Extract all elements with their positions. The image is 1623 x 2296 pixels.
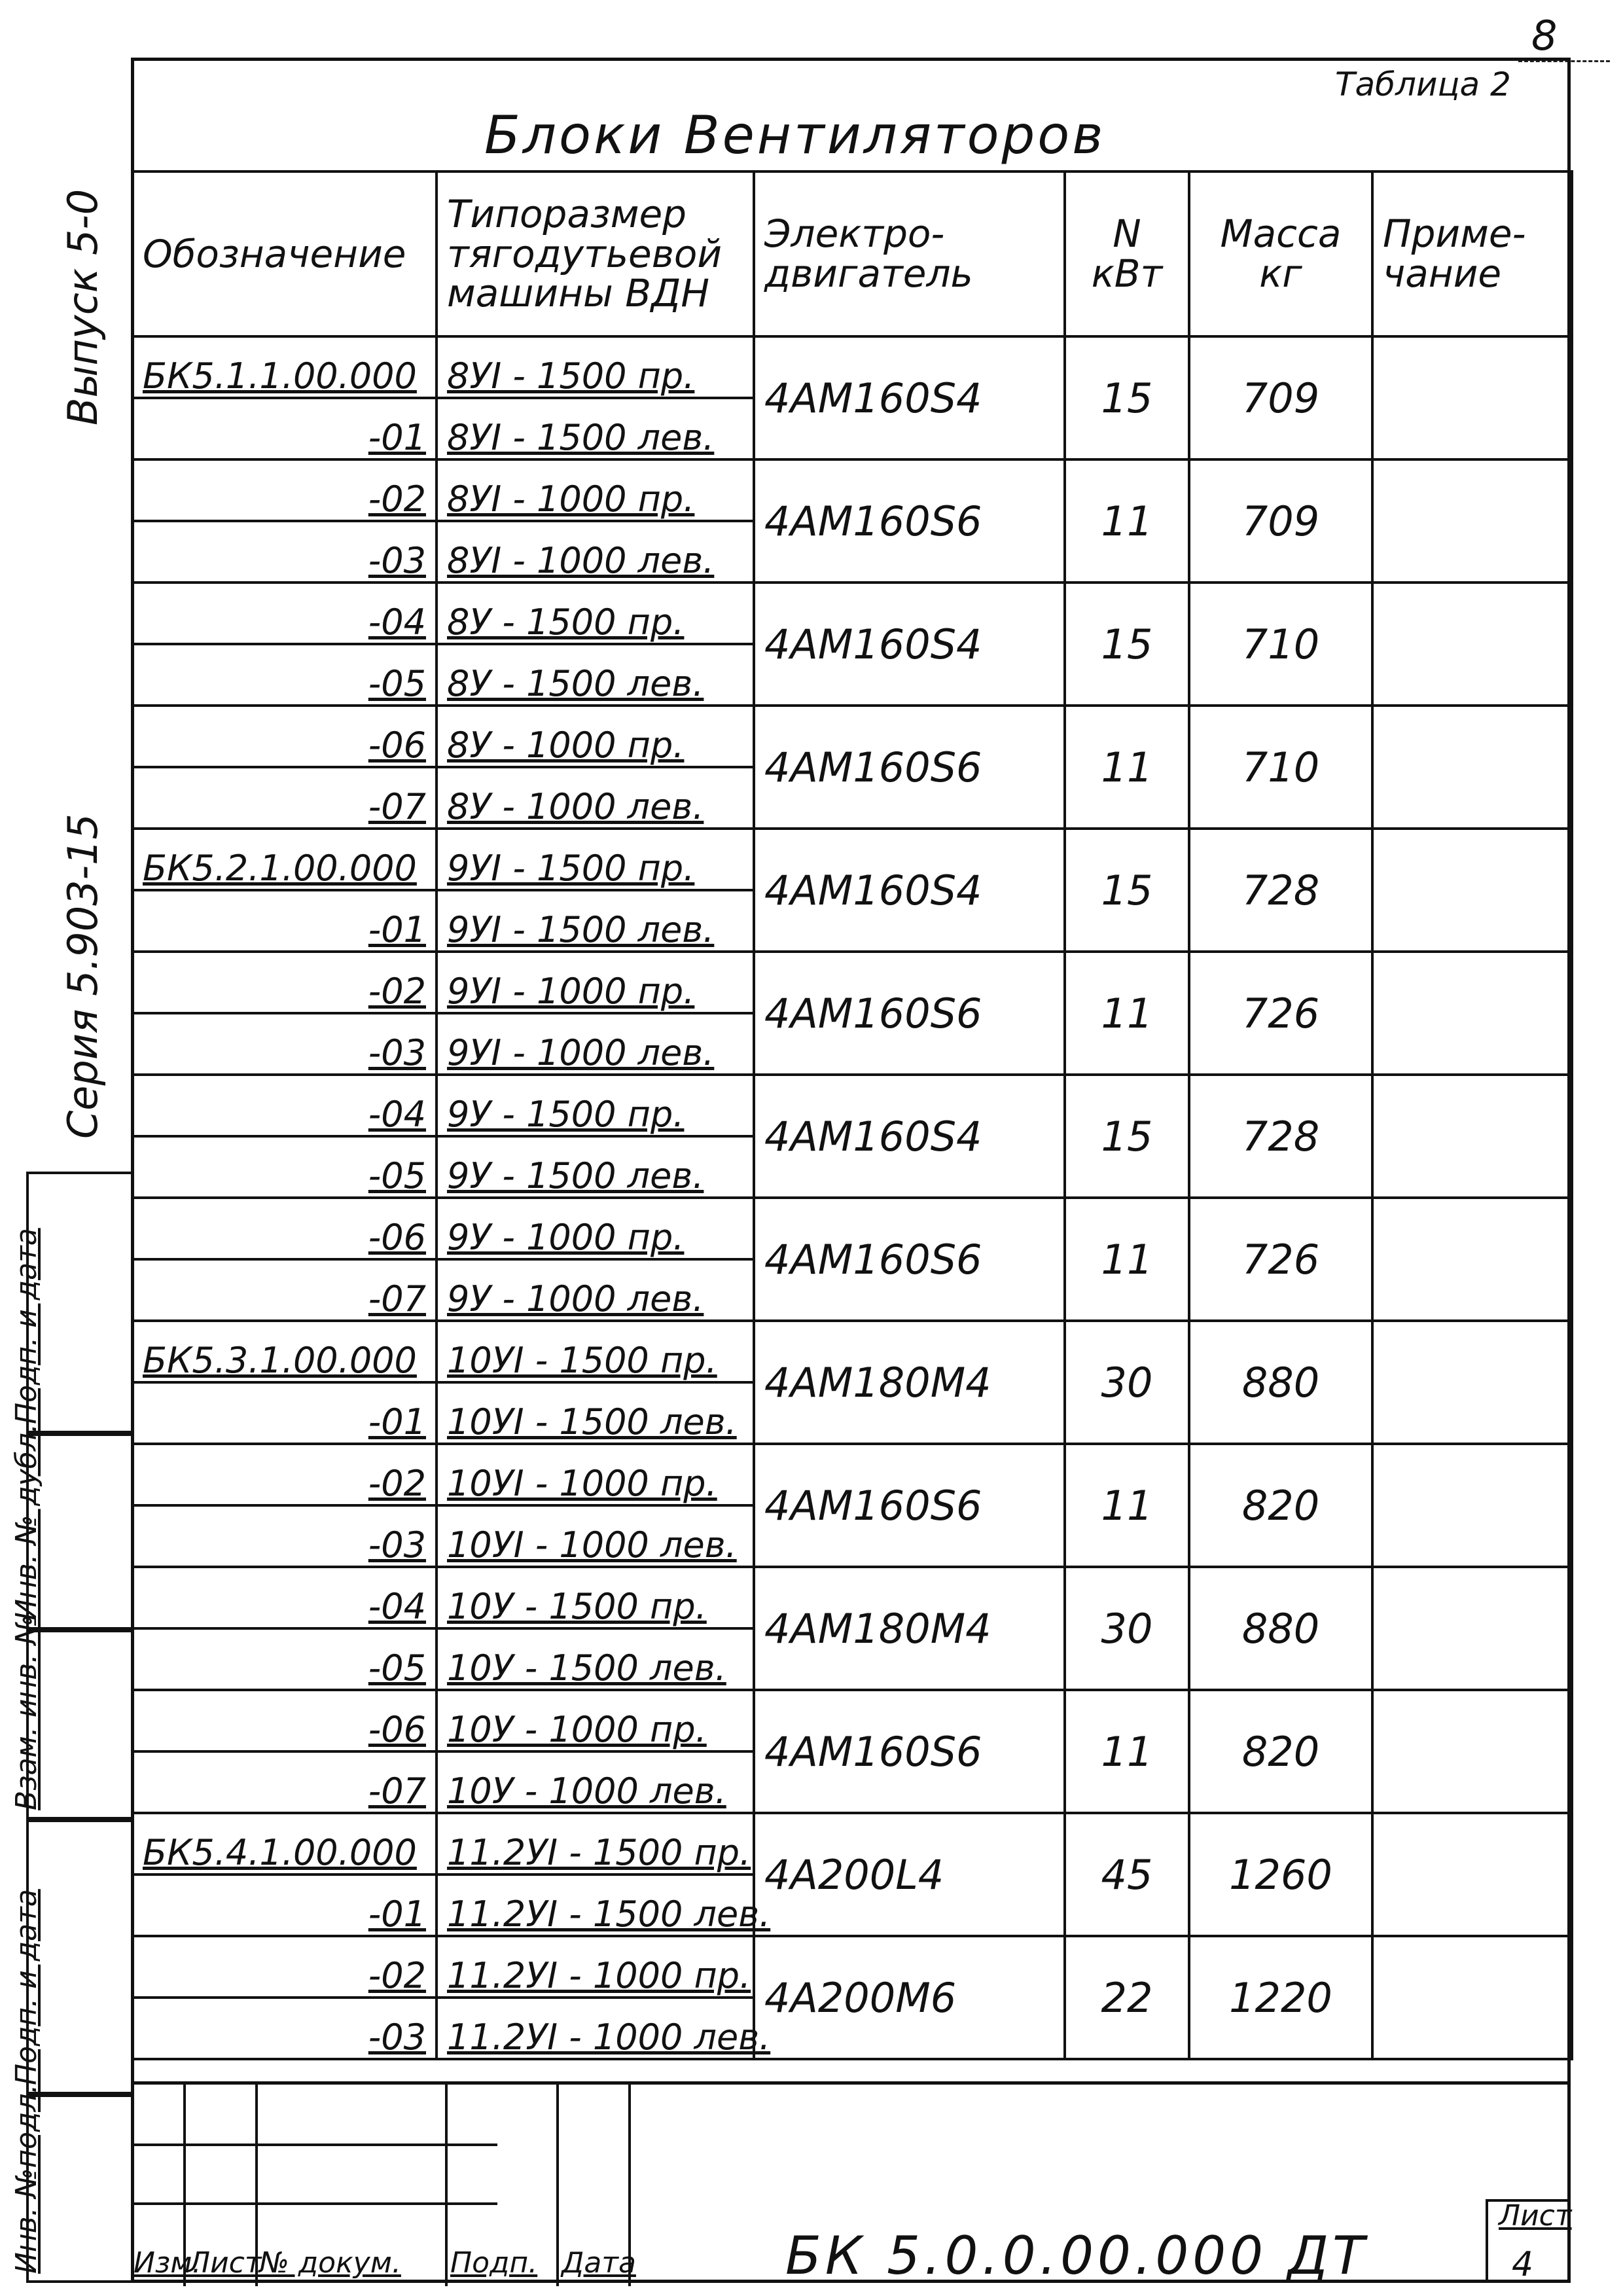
cell-power: 11 [1065, 1444, 1189, 1567]
cell-mass: 880 [1189, 1567, 1372, 1690]
tb-label-change: Изм. [134, 2246, 202, 2280]
cell-motor: 4АМ160S4 [754, 1075, 1065, 1198]
header-note: Приме-чание [1372, 171, 1572, 336]
cell-power: 15 [1065, 336, 1189, 459]
cell-designation: -04 [132, 1075, 437, 1136]
table-row [132, 459, 1572, 521]
cell-machine-size: 9У - 1500 пр. [437, 1075, 754, 1136]
table-row [132, 583, 1572, 644]
cell-designation: -05 [132, 644, 437, 706]
cell-designation: БК5.1.1.00.000 [132, 336, 437, 398]
cell-designation: -01 [132, 890, 437, 952]
cell-designation: -06 [132, 1690, 437, 1751]
table-row [132, 952, 1572, 1013]
cell-motor: 4АМ160S6 [754, 1444, 1065, 1567]
table-row [132, 1813, 1572, 1874]
cell-mass: 726 [1189, 1198, 1372, 1321]
cell-designation: БК5.3.1.00.000 [132, 1321, 437, 1382]
sheet-number: 4 [1512, 2245, 1534, 2284]
table-row [132, 1198, 1572, 1259]
cell-mass: 728 [1189, 829, 1372, 952]
cell-mass: 1260 [1189, 1813, 1372, 1936]
cell-designation: -02 [132, 459, 437, 521]
cell-mass: 710 [1189, 706, 1372, 829]
cell-designation: -02 [132, 952, 437, 1013]
stamp-replace-inv: Взам. инв. № [26, 1630, 131, 1820]
tb-label-date: Дата [562, 2246, 636, 2280]
cell-designation: БК5.4.1.00.000 [132, 1813, 437, 1874]
cell-mass: 710 [1189, 583, 1372, 706]
cell-designation: -02 [132, 1444, 437, 1505]
cell-note [1372, 583, 1572, 706]
cell-mass: 728 [1189, 1075, 1372, 1198]
cell-designation: БК5.2.1.00.000 [132, 829, 437, 890]
cell-machine-size: 8У - 1500 пр. [437, 583, 754, 644]
stamp-orig-inv: Инв. №подл. [26, 2094, 131, 2283]
cell-power: 15 [1065, 583, 1189, 706]
cell-machine-size: 8У - 1500 лев. [437, 644, 754, 706]
title-block-divider [445, 2085, 448, 2286]
cell-designation: -04 [132, 1567, 437, 1628]
cell-mass: 820 [1189, 1690, 1372, 1813]
cell-machine-size: 8УI - 1000 лев. [437, 521, 754, 583]
cell-designation: -07 [132, 767, 437, 829]
cell-machine-size: 9У - 1000 лев. [437, 1259, 754, 1321]
cell-machine-size: 10У - 1000 лев. [437, 1751, 754, 1813]
cell-motor: 4АМ160S4 [754, 336, 1065, 459]
cell-machine-size: 9УI - 1500 лев. [437, 890, 754, 952]
table-title: Блоки Вентиляторов [484, 105, 1106, 166]
cell-machine-size: 11.2УI - 1000 пр. [437, 1936, 754, 1998]
cell-machine-size: 11.2УI - 1500 пр. [437, 1813, 754, 1874]
cell-machine-size: 11.2УI - 1500 лев. [437, 1874, 754, 1936]
title-block-divider [556, 2085, 559, 2286]
table-label: Таблица 2 [1335, 65, 1511, 103]
stamp-sign-date-1: Подп. и дата [26, 1172, 131, 1433]
cell-machine-size: 9УI - 1000 лев. [437, 1013, 754, 1075]
title-block-line [131, 2202, 497, 2205]
tb-label-sign: Подп. [450, 2246, 538, 2280]
cell-motor: 4АМ160S6 [754, 1690, 1065, 1813]
table-header-row [132, 171, 1572, 336]
document-code: БК 5.0.0.00.000 ДТ [785, 2225, 1368, 2286]
cell-machine-size: 9УI - 1500 пр. [437, 829, 754, 890]
cell-motor: 4А200М6 [754, 1936, 1065, 2059]
cell-machine-size: 8У - 1000 пр. [437, 706, 754, 767]
cell-motor: 4АМ160S4 [754, 583, 1065, 706]
cell-note [1372, 829, 1572, 952]
table-row [132, 706, 1572, 767]
cell-designation: -03 [132, 1505, 437, 1567]
cell-motor: 4АМ160S6 [754, 1198, 1065, 1321]
cell-machine-size: 8УI - 1500 пр. [437, 336, 754, 398]
cell-note [1372, 1075, 1572, 1198]
header-mass: Масса кг [1189, 171, 1372, 336]
cell-machine-size: 9УI - 1000 пр. [437, 952, 754, 1013]
cell-machine-size: 11.2УI - 1000 лев. [437, 1998, 754, 2059]
cell-designation: -07 [132, 1751, 437, 1813]
cell-note [1372, 1444, 1572, 1567]
cell-motor: 4АМ180М4 [754, 1321, 1065, 1444]
cell-note [1372, 706, 1572, 829]
cell-mass: 820 [1189, 1444, 1372, 1567]
cell-power: 11 [1065, 706, 1189, 829]
table-row [132, 1444, 1572, 1505]
cell-machine-size: 10УI - 1000 лев. [437, 1505, 754, 1567]
series-label: Серия 5.903-15 [59, 814, 107, 1139]
cell-designation: -01 [132, 1874, 437, 1936]
table-row [132, 1075, 1572, 1136]
cell-machine-size: 10УI - 1000 пр. [437, 1444, 754, 1505]
cell-note [1372, 459, 1572, 583]
cell-motor: 4АМ160S6 [754, 952, 1065, 1075]
cell-designation: -07 [132, 1259, 437, 1321]
cell-machine-size: 10У - 1500 лев. [437, 1628, 754, 1690]
cell-machine-size: 9У - 1500 лев. [437, 1136, 754, 1198]
cell-power: 15 [1065, 1075, 1189, 1198]
cell-motor: 4АМ160S4 [754, 829, 1065, 952]
cell-designation: -03 [132, 521, 437, 583]
tb-label-sheet: Лист [188, 2246, 262, 2280]
cell-machine-size: 8У - 1000 лев. [437, 767, 754, 829]
header-machine-size: Типоразмер тягодутьевой машины ВДН [437, 171, 754, 336]
cell-power: 30 [1065, 1567, 1189, 1690]
cell-designation: -05 [132, 1136, 437, 1198]
cell-note [1372, 952, 1572, 1075]
cell-designation: -02 [132, 1936, 437, 1998]
stamp-sign-date-2: Подп. и дата [26, 1820, 131, 2094]
cell-mass: 709 [1189, 336, 1372, 459]
cell-note [1372, 1936, 1572, 2059]
issue-label: Выпуск 5-0 [59, 188, 107, 425]
cell-designation: -06 [132, 706, 437, 767]
sheet-label: Лист [1499, 2199, 1572, 2233]
cell-power: 30 [1065, 1321, 1189, 1444]
table-row [132, 1321, 1572, 1382]
cell-mass: 726 [1189, 952, 1372, 1075]
cell-power: 45 [1065, 1813, 1189, 1936]
cell-note [1372, 336, 1572, 459]
cell-motor: 4АМ180М4 [754, 1567, 1065, 1690]
fan-units-table [131, 170, 1573, 2060]
cell-note [1372, 1321, 1572, 1444]
table-row [132, 336, 1572, 398]
cell-machine-size: 10У - 1000 пр. [437, 1690, 754, 1751]
cell-designation: -03 [132, 1013, 437, 1075]
tb-label-doc-no: № докум. [259, 2246, 401, 2280]
stamp-dupl-inv: Инв. № дубл. [26, 1433, 131, 1630]
table-row [132, 1936, 1572, 1998]
cell-mass: 880 [1189, 1321, 1372, 1444]
header-designation: Обозначение [132, 171, 437, 336]
cell-machine-size: 8УI - 1000 пр. [437, 459, 754, 521]
cell-note [1372, 1813, 1572, 1936]
cell-designation: -05 [132, 1628, 437, 1690]
header-power: N кВт [1065, 171, 1189, 336]
cell-machine-size: 10УI - 1500 лев. [437, 1382, 754, 1444]
table-row [132, 829, 1572, 890]
cell-power: 11 [1065, 1198, 1189, 1321]
cell-note [1372, 1198, 1572, 1321]
cell-power: 22 [1065, 1936, 1189, 2059]
cell-mass: 709 [1189, 459, 1372, 583]
cell-note [1372, 1567, 1572, 1690]
cell-power: 11 [1065, 952, 1189, 1075]
cell-mass: 1220 [1189, 1936, 1372, 2059]
cell-power: 11 [1065, 1690, 1189, 1813]
cell-power: 15 [1065, 829, 1189, 952]
cell-machine-size: 10УI - 1500 пр. [437, 1321, 754, 1382]
cell-machine-size: 9У - 1000 пр. [437, 1198, 754, 1259]
cell-designation: -06 [132, 1198, 437, 1259]
cell-motor: 4АМ160S6 [754, 459, 1065, 583]
cell-power: 11 [1065, 459, 1189, 583]
cell-designation: -03 [132, 1998, 437, 2059]
header-motor: Электро-двигатель [754, 171, 1065, 336]
cell-note [1372, 1690, 1572, 1813]
cell-designation: -01 [132, 1382, 437, 1444]
cell-designation: -04 [132, 583, 437, 644]
title-block-line [131, 2144, 497, 2146]
cell-designation: -01 [132, 398, 437, 459]
table-row [132, 1690, 1572, 1751]
cell-motor: 4А200L4 [754, 1813, 1065, 1936]
cell-motor: 4АМ160S6 [754, 706, 1065, 829]
table-row [132, 1567, 1572, 1628]
cell-machine-size: 10У - 1500 пр. [437, 1567, 754, 1628]
cell-machine-size: 8УI - 1500 лев. [437, 398, 754, 459]
page-number: 8 [1531, 12, 1558, 60]
